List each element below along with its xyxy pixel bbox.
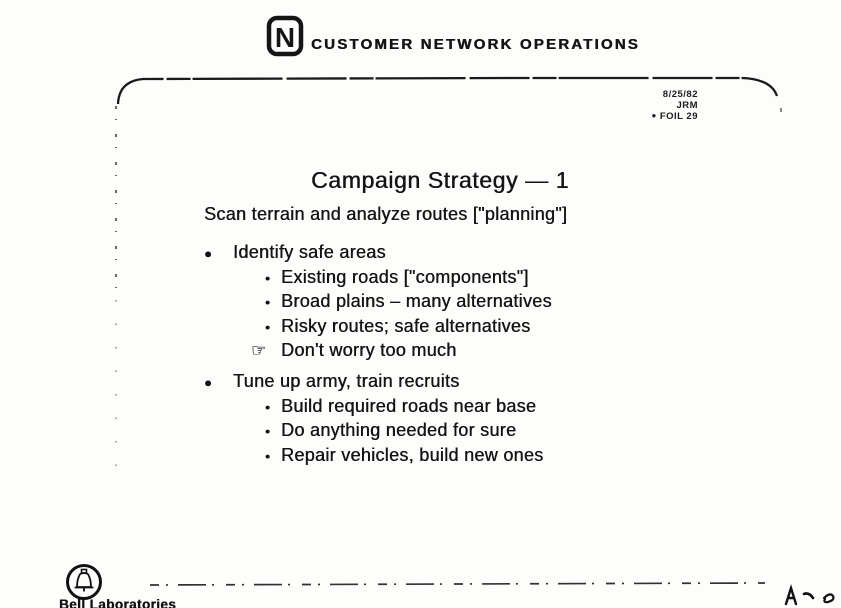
pointing-hand-icon: ☞ bbox=[251, 341, 267, 360]
sub-bullet-item bbox=[265, 395, 543, 420]
cropped-text-fragment bbox=[447, 601, 617, 608]
foil-meta bbox=[651, 90, 698, 123]
header-title: CUSTOMER NETWORK OPERATIONS bbox=[311, 36, 640, 53]
sub-bullet-icon: • bbox=[265, 398, 271, 415]
sub-bullet-icon: • bbox=[265, 269, 271, 286]
sub-bullet-icon: • bbox=[265, 294, 271, 310]
slide-title: Campaign Strategy — 1 bbox=[310, 167, 570, 193]
header bbox=[0, 0, 841, 64]
foil-initials: JRM bbox=[676, 99, 698, 111]
sub-bullet-item bbox=[251, 339, 552, 363]
footer-org-label: Bell Laboratories bbox=[59, 597, 177, 608]
cno-logo-icon bbox=[266, 15, 304, 57]
sub-bullet-label: Build required roads near base bbox=[281, 395, 537, 416]
sub-bullet-item bbox=[265, 290, 552, 315]
sub-bullet-icon: • bbox=[265, 318, 271, 335]
sub-bullet-item bbox=[265, 266, 552, 291]
sub-bullet-label: Risky routes; safe alternatives bbox=[281, 315, 531, 336]
sub-bullet-icon: • bbox=[265, 447, 271, 464]
foil-date: 8/25/82 bbox=[662, 89, 698, 100]
svg-text:N: N bbox=[274, 22, 296, 53]
bullet-icon: ● bbox=[204, 246, 213, 261]
bell-system-logo-icon bbox=[64, 562, 104, 602]
foil-number bbox=[651, 111, 698, 123]
sub-bullet-label: Do anything needed for sure bbox=[281, 420, 517, 440]
foil-number-label: FOIL 29 bbox=[659, 111, 698, 122]
bullet-group-tune-up bbox=[204, 370, 543, 468]
bullet-item bbox=[204, 370, 543, 395]
sub-bullet-item bbox=[265, 419, 543, 444]
sub-bullet-label: Repair vehicles, build new ones bbox=[281, 444, 544, 465]
sub-bullet-item bbox=[265, 315, 552, 340]
slide-subtitle: Scan terrain and analyze routes ["planning"] bbox=[204, 204, 568, 224]
handwritten-annotation bbox=[780, 576, 838, 608]
bullet-item bbox=[204, 241, 552, 266]
sub-bullet-icon: • bbox=[265, 423, 271, 439]
sub-bullet-label: Existing roads ["components"] bbox=[281, 266, 529, 287]
bullet-icon: ● bbox=[204, 375, 213, 390]
foil-bullet-icon: ● bbox=[651, 111, 657, 120]
sub-bullet-item bbox=[265, 444, 543, 469]
bullet-group-identify bbox=[204, 241, 552, 363]
sub-bullet-label: Broad plains – many alternatives bbox=[281, 291, 552, 311]
sub-bullet-label: Don't worry too much bbox=[281, 340, 457, 360]
bullet-label: Tune up army, train recruits bbox=[233, 371, 460, 391]
bullet-label: Identify safe areas bbox=[233, 242, 386, 262]
